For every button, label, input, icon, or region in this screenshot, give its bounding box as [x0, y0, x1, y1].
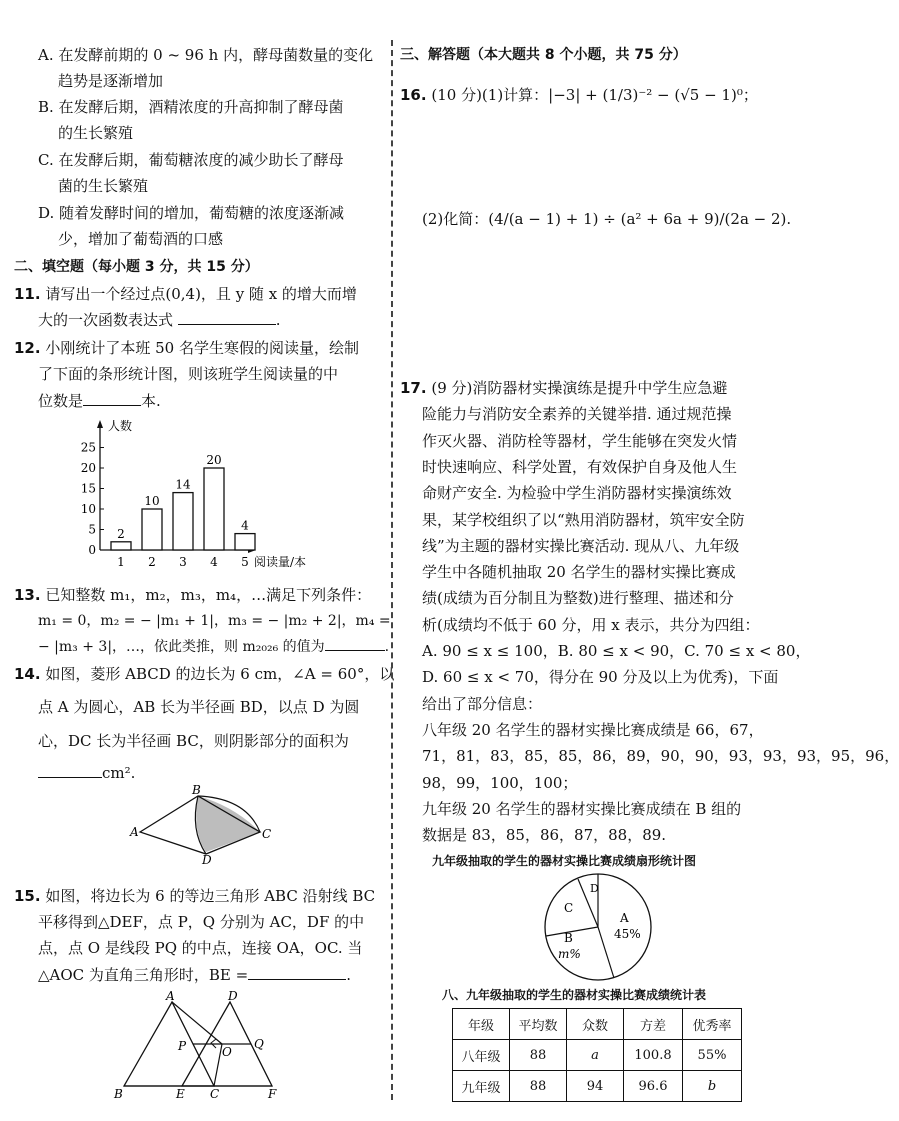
q10-option-c-line1: C. 在发酵后期，葡萄糖浓度的减少助长了酵母	[38, 151, 344, 169]
bar-data-label: 2	[117, 526, 125, 541]
label-a: A	[166, 989, 175, 1003]
table-cell: 八年级	[453, 1040, 510, 1071]
pie-title: 九年级抽取的学生的器材实操比赛成绩扇形统计图	[432, 854, 697, 868]
segment-oc	[214, 1044, 222, 1086]
bar-data-label: 14	[175, 477, 191, 492]
table-header: 平均数	[510, 1009, 567, 1040]
label-f: F	[268, 1087, 277, 1101]
q15-line3: 点，点 O 是线段 PQ 的中点，连接 OA，OC. 当	[38, 939, 363, 957]
q14-text-line1: 如图，菱形 ABCD 的边长为 6 cm，∠A = 60°，以	[45, 665, 395, 683]
q14-line1	[14, 663, 394, 685]
y-axis-arrow	[97, 420, 103, 428]
table-cell: 88	[510, 1071, 567, 1102]
table-header: 年级	[453, 1009, 510, 1040]
table-header: 众数	[567, 1009, 624, 1040]
q12-text-line3a: 位数是	[38, 392, 84, 410]
q13-end: .	[384, 639, 390, 655]
label-e: E	[176, 1087, 185, 1101]
segment-oa	[172, 1002, 222, 1044]
q17-text-line: 命财产安全. 为检验中学生消防器材实操演练效	[422, 484, 732, 503]
pie-label-a-pct: 45%	[614, 927, 641, 941]
q16-part1-text: (10 分)(1)计算：|−3| + (1/3)⁻² − (√5 − 1)⁰；	[431, 86, 758, 104]
q14-line4	[38, 762, 135, 784]
q12-text-line3b: 本.	[141, 392, 161, 410]
q17-text-line: 果，某学校组织了以“熟用消防器材，筑牢安全防	[422, 510, 745, 529]
q15-text-line1: 如图，将边长为 6 的等边三角形 ABC 沿射线 BC	[45, 887, 376, 905]
table-cell: 九年级	[453, 1071, 510, 1102]
q11-text-line1: 请写出一个经过点(0,4)，且 y 随 x 的增大而增	[45, 285, 357, 303]
q16-number: 16.	[400, 86, 427, 104]
q11-line2	[38, 309, 281, 331]
y-tick-label: 15	[80, 481, 96, 496]
q15-end: .	[346, 966, 352, 984]
q13-line2: m₁ = 0，m₂ = − |m₁ + 1|，m₃ = − |m₂ + 2|，m₄ =	[38, 613, 391, 629]
label-d: D	[202, 853, 212, 867]
q10-option-b-line1: B. 在发酵后期，酒精浓度的升高抑制了酵母菌	[38, 98, 344, 116]
q15-line1	[14, 885, 375, 907]
table-cell: 100.8	[624, 1040, 683, 1071]
q17-line0	[400, 377, 727, 399]
q11-end: .	[275, 311, 281, 329]
x-tick-label: 3	[179, 555, 187, 569]
label-c: C	[262, 827, 272, 841]
q11-line1	[14, 283, 357, 305]
table-row	[453, 1040, 742, 1071]
label-o: O	[222, 1045, 232, 1059]
label-b: B	[192, 783, 201, 797]
q14-unit: cm².	[102, 764, 136, 782]
q17-text-line: 九年级 20 名学生的器材实操比赛成绩在 B 组的	[422, 799, 742, 818]
q13-text-line3a: − |m₃ + 3|，…，依此类推，则 m₂₀₂₆ 的值为	[38, 639, 325, 655]
pie-label-c: C	[564, 901, 574, 915]
table-cell: 96.6	[624, 1071, 683, 1102]
q15-line2: 平移得到△DEF，点 P，Q 分别为 AC，DF 的中	[38, 913, 365, 931]
q16-part2: (2)化简：(4/(a − 1) + 1) ÷ (a² + 6a + 9)/(2a − 2).	[422, 210, 792, 228]
q11-answer-blank[interactable]	[178, 324, 276, 325]
q10-option-b-line2: 的生长繁殖	[58, 124, 134, 142]
y-tick-label: 0	[88, 543, 96, 557]
table-row	[453, 1071, 742, 1102]
q17-text-line0: (9 分)消防器材实操演练是提升中学生应急避	[431, 379, 728, 397]
bar-data-label: 20	[206, 453, 222, 467]
q12-line2: 了下面的条形统计图，则该班学生阅读量的中	[38, 365, 339, 383]
bar	[111, 542, 131, 550]
q17-text-line: 给出了部分信息：	[422, 694, 543, 713]
q17-text-line: A. 90 ≤ x ≤ 100，B. 80 ≤ x < 90，C. 70 ≤ x < 80，	[422, 642, 811, 660]
table-cell: 88	[510, 1040, 567, 1071]
q17-text-line: 数据是 83，85，86，87，88，89.	[422, 826, 667, 845]
q11-text-line2: 大的一次函数表达式	[38, 311, 174, 329]
pie-line-center-bottom	[598, 927, 614, 978]
x-axis-label: 阅读量/本	[254, 555, 307, 569]
q17-text-line: 线”为主题的器材实操比赛活动. 现从八、九年级	[422, 536, 740, 555]
x-tick-label: 4	[210, 555, 218, 569]
q10-option-a-line1: A. 在发酵前期的 0 ~ 96 h 内，酵母菌数量的变化	[38, 46, 374, 64]
column-divider	[391, 40, 393, 1100]
q13-text-line1: 已知整数 m₁，m₂，m₃，m₄，…满足下列条件：	[45, 586, 372, 604]
y-axis-label: 人数	[108, 419, 133, 433]
q17-text-line: 八年级 20 名学生的器材实操比赛成绩是 66，67，	[422, 720, 764, 739]
table-header-row	[453, 1009, 742, 1040]
x-tick-label: 5	[241, 555, 249, 569]
q17-text-line: 作灭火器、消防栓等器材，学生能够在突发火情	[422, 431, 738, 450]
q12-line1	[14, 337, 359, 359]
pie-label-d: D	[590, 882, 599, 895]
q12-answer-blank[interactable]	[83, 405, 141, 406]
rhombus-figure	[122, 783, 282, 867]
y-tick-label: 20	[80, 461, 96, 475]
label-d: D	[228, 989, 238, 1003]
reading-bar-chart	[62, 414, 322, 574]
table-title: 八、九年级抽取的学生的器材实操比赛成绩统计表	[442, 988, 707, 1002]
label-p: P	[178, 1039, 187, 1053]
y-tick-label: 25	[80, 440, 96, 455]
q15-answer-blank[interactable]	[248, 979, 346, 980]
q14-number: 14.	[14, 665, 41, 683]
q17-text-line: 绩(成绩为百分制且为整数)进行整理、描述和分	[422, 589, 734, 608]
q15-number: 15.	[14, 887, 41, 905]
q13-line3	[38, 636, 389, 658]
q10-option-d-line1: D. 随着发酵时间的增加，葡萄糖的浓度逐渐减	[38, 204, 345, 222]
table-cell: 94	[567, 1071, 624, 1102]
y-tick-label: 10	[80, 502, 96, 516]
bar	[235, 534, 255, 550]
q17-text-line: 析(成绩均不低于 60 分，用 x 表示，共分为四组：	[422, 615, 760, 634]
q14-answer-blank[interactable]	[38, 777, 102, 778]
stats-table	[452, 1008, 742, 1102]
q10-option-c-line2: 菌的生长繁殖	[58, 177, 149, 195]
bar-data-label: 4	[241, 518, 249, 533]
bar	[142, 509, 162, 550]
q13-line1	[14, 584, 371, 606]
x-tick-label: 2	[148, 555, 156, 569]
q17-text-line: 学生中各随机抽取 20 名学生的器材实操比赛成	[422, 563, 736, 582]
q15-text-line4a: △AOC 为直角三角形时，BE =	[38, 966, 249, 984]
q17-text-line: 98，99，100，100；	[422, 773, 578, 792]
q17-text-line: 险能力与消防安全素养的关键举措. 通过规范操	[422, 405, 732, 424]
q10-option-a-line2: 趋势是逐渐增加	[58, 72, 164, 90]
q13-answer-blank[interactable]	[325, 650, 385, 651]
y-tick-label: 5	[88, 522, 96, 537]
pie-label-b-pct: m%	[558, 947, 581, 961]
table-cell: a	[567, 1040, 624, 1071]
q12-text-line1: 小刚统计了本班 50 名学生寒假的阅读量，绘制	[45, 339, 359, 357]
q14-line2: 点 A 为圆心，AB 长为半径画 BD，以点 D 为圆	[38, 698, 360, 716]
label-q: Q	[254, 1037, 264, 1051]
q17-text-line: D. 60 ≤ x < 70，得分在 90 分及以上为优秀)，下面	[422, 668, 779, 687]
table-header: 优秀率	[683, 1009, 742, 1040]
section3-title: 三、解答题（本大题共 8 个小题，共 75 分）	[400, 47, 687, 63]
section2-title: 二、填空题（每小题 3 分，共 15 分）	[14, 259, 259, 275]
q12-number: 12.	[14, 339, 41, 357]
bar	[204, 468, 224, 550]
q11-number: 11.	[14, 285, 41, 303]
label-b: B	[114, 1087, 123, 1101]
q12-line3	[38, 390, 161, 412]
q14-line3: 心，DC 长为半径画 BC，则阴影部分的面积为	[38, 732, 349, 750]
pie-label-b: B	[564, 931, 573, 945]
shaded-region	[196, 796, 260, 852]
pie-label-a: A	[620, 911, 629, 925]
table-cell: b	[683, 1071, 742, 1102]
q17-text-line: 71，81，83，85，85，86，89，90，90，93，93，93，95，96，	[422, 747, 899, 766]
q16-part1	[400, 84, 758, 106]
q10-option-d-line2: 少，增加了葡萄酒的口感	[58, 230, 224, 248]
table-header: 方差	[624, 1009, 683, 1040]
triangles-figure	[112, 990, 292, 1102]
bar	[173, 493, 193, 550]
x-tick-label: 1	[117, 555, 125, 569]
q17-text-line: 时快速响应、科学处置，有效保护自身及他人生	[422, 457, 738, 476]
label-c: C	[210, 1087, 220, 1101]
q17-number: 17.	[400, 379, 427, 397]
pie-chart	[538, 872, 658, 982]
bar-data-label: 10	[144, 494, 160, 508]
label-a: A	[130, 825, 139, 839]
table-cell: 55%	[683, 1040, 742, 1071]
q13-number: 13.	[14, 586, 41, 604]
q15-line4	[38, 964, 351, 986]
